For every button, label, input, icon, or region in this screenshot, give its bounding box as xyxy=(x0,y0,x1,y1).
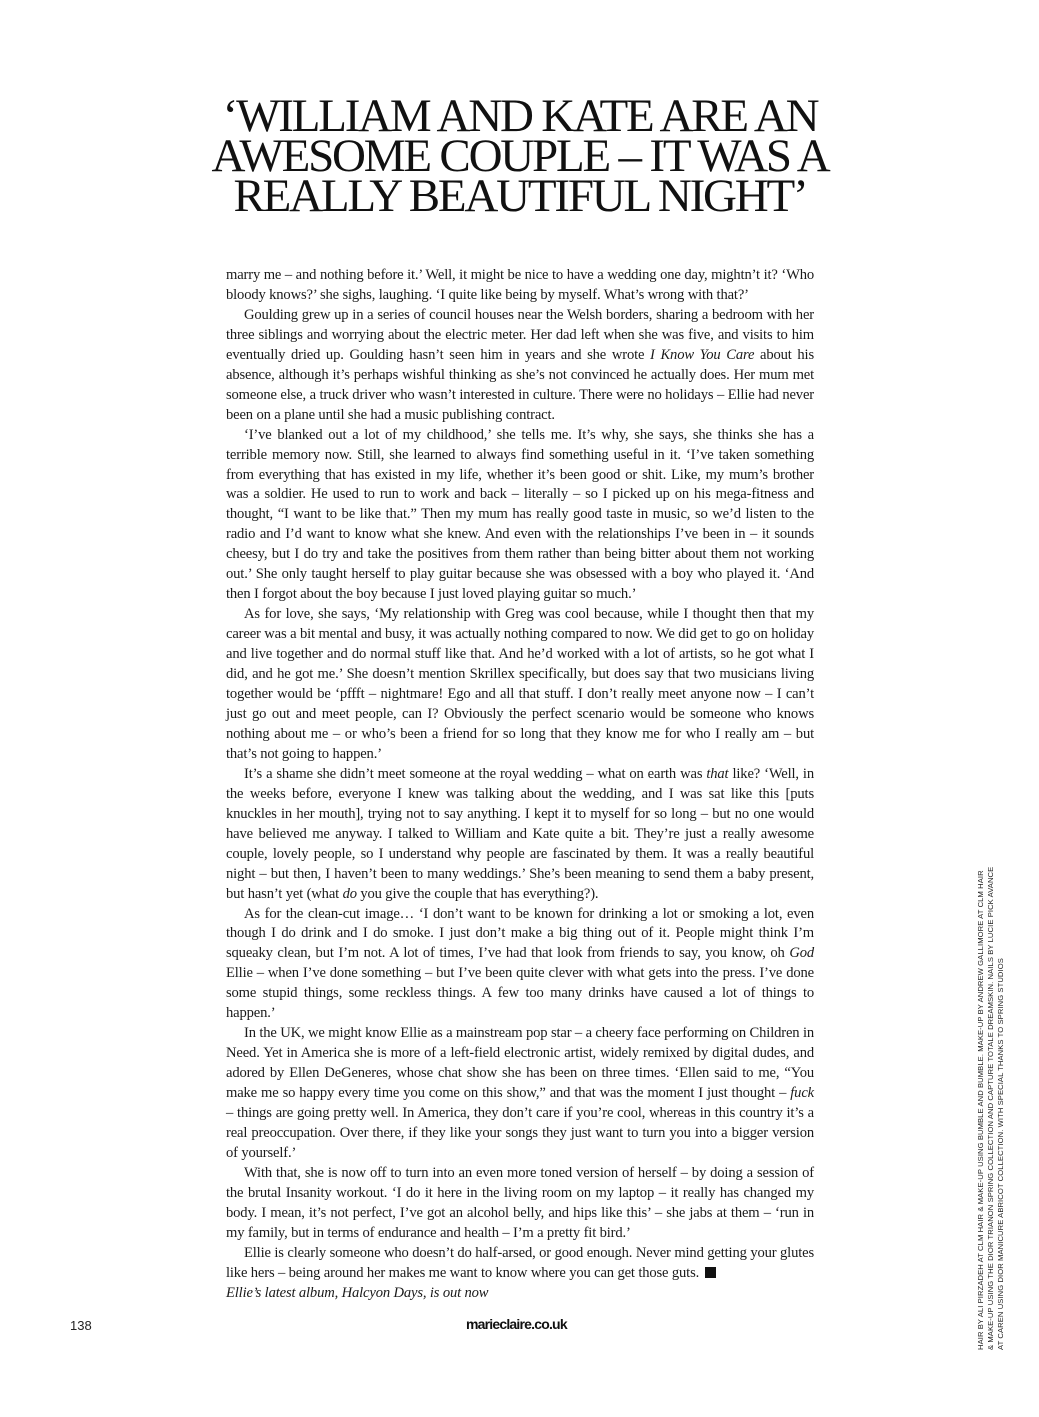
article-paragraph: marry me – and nothing before it.’ Well, it might be nice to have a wedding one day, mightn’t it? ‘Who bloody knows?’ she sighs, laughing. ‘I quite like being by myself. What’s wrong with that?’ xyxy=(226,267,814,303)
text-run: about his absence, although it’s perhaps wishful thinking as she’s not convinced he actually does. Her mum met someone else, a truck driver who wasn’t interested in culture. There were no holidays – Ellie had never been on a plane until she had a music publishing contract. xyxy=(226,346,814,423)
headline-line: AWESOME COUPLE – IT WAS A xyxy=(211,130,829,182)
credits-line: & MAKE-UP USING THE DIOR TRIANON SPRING COLLECTION AND CAPTURE TOTALE DREAMSKIN. NAILS BY LUCIE PICK AVANCE xyxy=(986,866,995,1350)
text-run: you give the couple that has everything?). xyxy=(356,885,599,902)
text-run: Ellie is clearly someone who doesn’t do half-arsed, or good enough. Never mind getting your glutes like hers – being around her makes me want to know where you can get those guts. xyxy=(226,1244,814,1281)
site-url: marieclaire.co.uk xyxy=(466,1316,567,1332)
italic-emphasis: do xyxy=(342,885,357,902)
article-paragraph xyxy=(226,306,814,426)
article-paragraph: With that, she is now off to turn into an even more toned version of herself – by doing a session of the brutal Insanity workout. ‘I do it here in the living room on my laptop – it really has changed my body. I mean, it’s not perfect, I’ve got an alcohol belly, and hips like this’ – she jabs at them – ‘run in my family, but in terms of endurance and health – I’m a pretty fit bird.’ xyxy=(226,1164,814,1241)
italic-emphasis: God xyxy=(789,945,814,962)
album-tagline: Ellie’s latest album, Halcyon Days, is out now xyxy=(226,1284,489,1301)
credits-line: AT CAREN USING DIOR MANICURE ABRICOT COLLECTION. WITH SPECIAL THANKS TO SPRING STUDIOS xyxy=(996,958,1005,1350)
text-run: like? ‘Well, in the weeks before, everyone I knew was talking about the wedding, and I was sat like this [puts knuckles in her mouth], trying not to say anything. I kept it to myself for so long – but no one would have believed me anyway. I talked to William and Kate quite a bit. They’re just a really awesome couple, lovely people, so I understand why people are fascinated by them. It was a really beautiful night – but then, I haven’t been to many weddings.’ She’s been meaning to send them a baby present, but hasn’t yet (what xyxy=(226,765,814,902)
italic-emphasis: fuck xyxy=(790,1085,814,1102)
article-paragraph xyxy=(226,1024,814,1164)
text-run: As for the clean-cut image… ‘I don’t want to be known for drinking a lot or smoking a lot, even though I do drink and I do smoke. I just don’t make a big thing out of it. People might think I’m squeaky clean, but I’m not. A lot of times, I’ve had that look from friends to say, you know, oh xyxy=(226,905,814,962)
text-run: In the UK, we might know Ellie as a mainstream pop star – a cheery face performing on Children in Need. Yet in America she is more of a left-field electronic artist, widely remixed by digital dudes, and adored by Ellen DeGeneres, whose chat show she has been on three times. ‘Ellen said to me, “You make me so happy every time you come on this show,” and that was the moment I just thought – xyxy=(226,1025,814,1102)
text-run: – things are going pretty well. In America, they don’t care if you’re cool, whereas in this country it’s a real preoccupation. Over there, if they like your songs they just want to turn you into a bigger version of yourself.’ xyxy=(226,1105,814,1161)
headline-line: ‘WILLIAM AND KATE ARE AN xyxy=(222,90,818,142)
page-number: 138 xyxy=(70,1318,92,1333)
headline-line: REALLY BEAUTIFUL NIGHT’ xyxy=(233,170,807,222)
article-paragraph xyxy=(226,765,814,905)
text-run: Ellie – when I’ve done something – but I’ve been quite clever with what gets into the press. I’ve done some stupid things, some reckless things. A few too many drinks have caused a lot of things to happen.’ xyxy=(226,965,814,1022)
article-paragraph xyxy=(226,1244,814,1284)
italic-emphasis: that xyxy=(706,765,729,782)
credits-line: HAIR BY ALI PIRZADEH AT CLM HAIR & MAKE-UP USING BUMBLE AND BUMBLE. MAKE-UP BY ANDREW GALLIMORE AT CLM HAIR xyxy=(976,870,985,1350)
article-paragraph xyxy=(226,905,814,1025)
article-paragraph: As for love, she says, ‘My relationship with Greg was cool because, while I thought then that my career was a bit mental and busy, it was actually nothing compared to now. We did get to go on holiday and live together and do normal stuff like that. And he’d worked with a lot of artists, so he got what I did, and he got me.’ She doesn’t mention Skrillex specifically, but does say that two musicians living together would be ‘pffft – nightmare! Ego and all that stuff. I don’t really meet anyone now – I can’t just go out and meet people, can I? Obviously the perfect scenario would be someone who knows nothing about me – or who’s been a friend for so long that they know me for who I really am – but that’s not going to happen.’ xyxy=(226,606,814,762)
photo-credits xyxy=(976,750,1006,1350)
article-body xyxy=(226,266,814,1304)
article-paragraph: ‘I’ve blanked out a lot of my childhood,’ she tells me. It’s why, she says, she thinks she has a terrible memory now. Still, she learned to always find something useful in it. ‘I’ve taken something from everything that has existed in my life, whether it’s been good or shit. Like, my mum’s brother was a soldier. He used to run to work and back – literally – so I picked up on his mega-fitness and thought, “I want to be like that.” Then my mum has really good taste in music, so we’d listen to the radio and I’d want to know what she knew. And even with the relationships I’ve been in – it sounds cheesy, but I do try and take the positives from them rather than being bitter about them not working out.’ She only taught herself to play guitar because she was obsessed with a boy who played it. ‘And then I forgot about the boy because I just loved playing guitar so much.’ xyxy=(226,426,814,603)
text-run: It’s a shame she didn’t meet someone at the royal wedding – what on earth was xyxy=(244,765,707,782)
italic-title: I Know You Care xyxy=(650,346,755,363)
headline xyxy=(150,90,890,222)
end-of-article-square-icon xyxy=(705,1267,716,1278)
text-run: Goulding grew up in a series of council houses near the Welsh borders, sharing a bedroom with her three siblings and worrying about the electric meter. Her dad left when she was five, and visits to him eventually dried up. Goulding hasn’t seen him in years and she wrote xyxy=(226,306,814,363)
